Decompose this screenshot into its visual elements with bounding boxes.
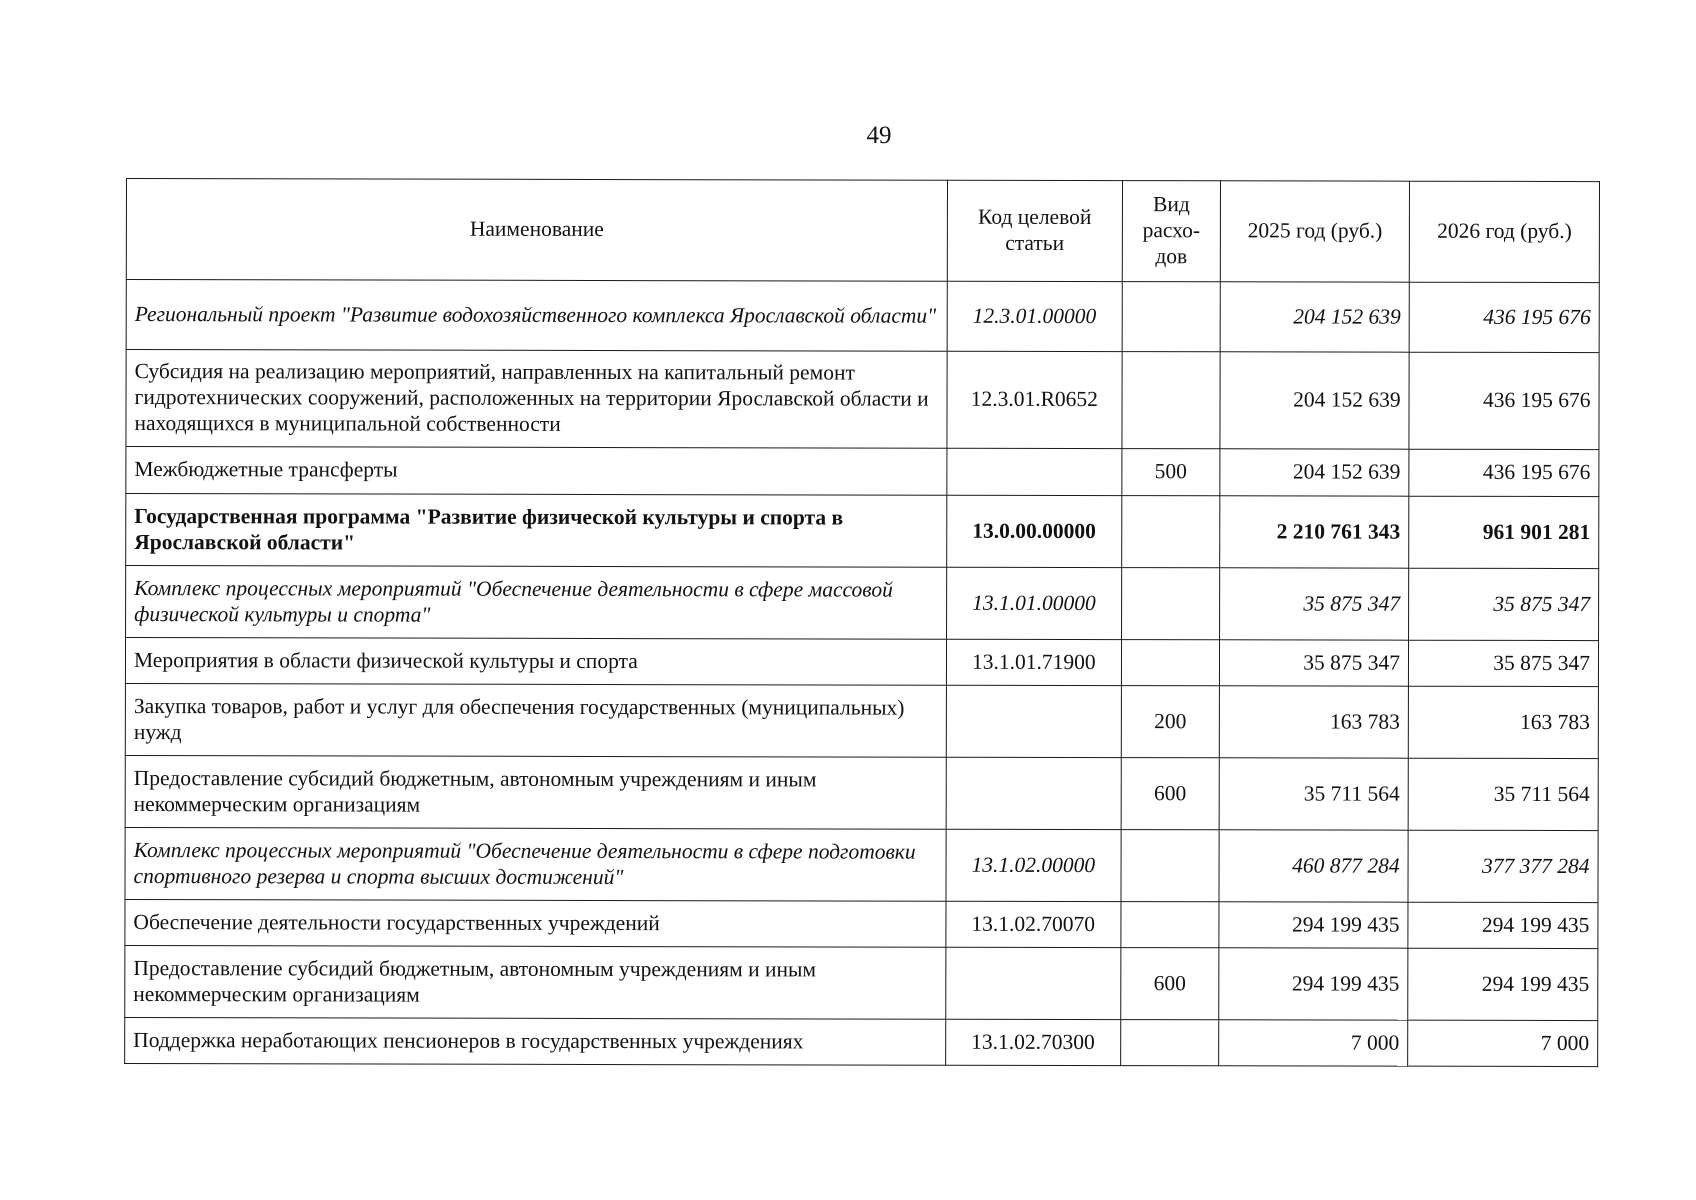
row-2026: 436 195 676 (1409, 449, 1599, 496)
row-2026: 35 711 564 (1408, 758, 1598, 830)
page-number: 49 (866, 122, 892, 149)
row-2025: 460 877 284 (1219, 830, 1408, 902)
table-row (126, 566, 1599, 641)
table-row (125, 755, 1598, 830)
row-name: Региональный проект "Развитие водохозяйственного комплекса Ярославской области" (126, 280, 947, 352)
row-type: 600 (1121, 758, 1220, 830)
table-row (125, 945, 1598, 1020)
table-header-row (126, 179, 1599, 283)
table-row (125, 899, 1598, 948)
row-code: 13.1.01.00000 (946, 567, 1121, 639)
row-code (947, 448, 1122, 495)
row-code: 13.1.02.70300 (946, 1019, 1121, 1065)
header-code: Код целевой статьи (947, 180, 1122, 281)
row-name: Комплекс процессных мероприятий "Обеспечение деятельности в сфере подготовки спортивного резерва и спорта высших достижений" (125, 827, 946, 901)
row-code: 13.1.01.71900 (946, 639, 1121, 685)
row-2026: 35 875 347 (1409, 568, 1599, 640)
header-name: Наименование (126, 179, 947, 282)
row-type (1121, 830, 1220, 902)
table-row (125, 1017, 1598, 1066)
table-row (125, 638, 1598, 687)
row-name: Межбюджетные трансферты (126, 447, 947, 496)
row-code (946, 947, 1121, 1019)
table-row (126, 350, 1599, 450)
row-name: Комплекс процессных мероприятий "Обеспечение деятельности в сфере массовой физической культуры и спорта" (126, 566, 947, 640)
row-type (1121, 568, 1220, 640)
row-2026: 961 901 281 (1409, 496, 1599, 568)
row-code: 13.0.00.00000 (947, 495, 1122, 567)
row-2025: 35 875 347 (1220, 568, 1409, 640)
row-type (1122, 282, 1221, 352)
row-code (946, 685, 1121, 757)
row-type (1122, 352, 1221, 449)
table-row (126, 280, 1599, 353)
budget-table (124, 178, 1600, 1067)
row-2025: 35 711 564 (1219, 758, 1408, 830)
row-name: Государственная программа "Развитие физической культуры и спорта в Ярославской области" (126, 494, 947, 568)
row-name: Субсидия на реализацию мероприятий, направленных на капитальный ремонт гидротехнических сооружений, расположенных на территории Ярославской области и находящихся в муниципальной собственности (126, 350, 947, 449)
row-2026: 436 195 676 (1409, 352, 1599, 449)
header-type: Вид расхо- дов (1122, 181, 1221, 282)
row-name: Поддержка неработающих пенсионеров в государственных учреждениях (125, 1017, 946, 1065)
row-type (1121, 902, 1220, 948)
row-2026: 7 000 (1408, 1020, 1598, 1066)
row-type (1121, 640, 1220, 686)
row-2026: 436 195 676 (1409, 282, 1599, 352)
row-2025: 204 152 639 (1220, 282, 1409, 352)
header-2026: 2026 год (руб.) (1409, 181, 1599, 282)
row-code: 12.3.01.00000 (947, 281, 1122, 351)
row-2025: 2 210 761 343 (1220, 496, 1409, 568)
row-type (1121, 496, 1220, 568)
row-2025: 35 875 347 (1220, 640, 1409, 686)
row-code: 12.3.01.R0652 (947, 351, 1122, 448)
row-2026: 294 199 435 (1408, 902, 1598, 948)
row-2026: 163 783 (1408, 686, 1598, 758)
row-2026: 377 377 284 (1408, 830, 1598, 902)
table-row (125, 683, 1598, 758)
row-type: 600 (1120, 948, 1219, 1020)
row-2026: 35 875 347 (1409, 640, 1599, 686)
row-name: Мероприятия в области физической культуры и спорта (125, 638, 946, 686)
row-type (1120, 1020, 1219, 1066)
row-type: 500 (1122, 449, 1221, 496)
table-row (126, 447, 1599, 497)
header-2025: 2025 год (руб.) (1220, 181, 1409, 282)
row-2025: 7 000 (1219, 1020, 1408, 1066)
row-code (946, 757, 1121, 829)
row-code: 13.1.02.00000 (946, 829, 1121, 901)
row-2026: 294 199 435 (1408, 948, 1598, 1020)
row-2025: 204 152 639 (1220, 352, 1409, 449)
row-2025: 163 783 (1219, 686, 1408, 758)
row-2025: 294 199 435 (1219, 948, 1408, 1020)
row-2025: 294 199 435 (1219, 902, 1408, 948)
row-code: 13.1.02.70070 (946, 901, 1121, 947)
table-row (125, 827, 1598, 902)
row-type: 200 (1121, 686, 1220, 758)
row-name: Обеспечение деятельности государственных учреждений (125, 899, 946, 947)
table-row (126, 494, 1599, 569)
row-name: Предоставление субсидий бюджетным, автономным учреждениям и иным некоммерческим организациям (125, 945, 946, 1019)
row-name: Предоставление субсидий бюджетным, автономным учреждениям и иным некоммерческим организациям (125, 755, 946, 829)
row-name: Закупка товаров, работ и услуг для обеспечения государственных (муниципальных) нужд (125, 683, 946, 757)
row-2025: 204 152 639 (1220, 449, 1409, 496)
